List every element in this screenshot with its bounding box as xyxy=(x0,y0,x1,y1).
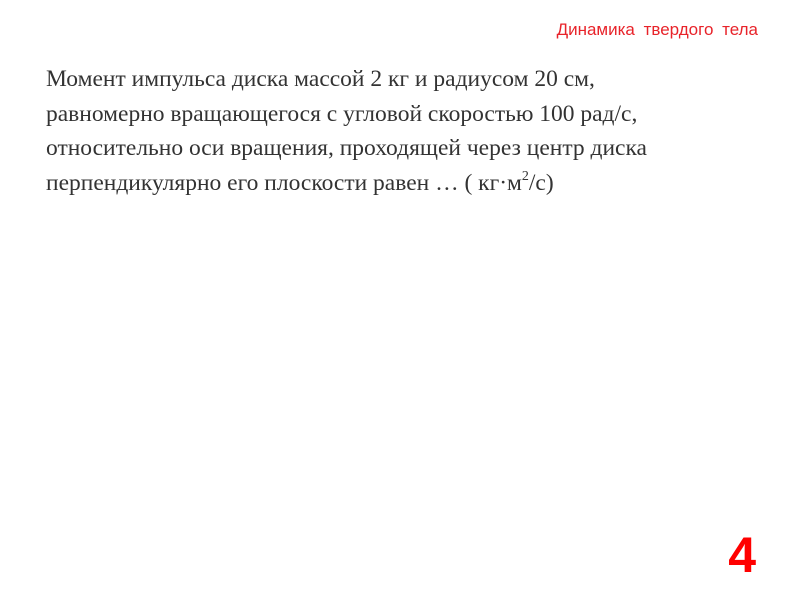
question-line-2: равномерно вращающегося с угловой скоростью 100 рад/с, xyxy=(46,100,638,127)
question-text xyxy=(46,62,766,200)
question-line-4-prefix: перпендикулярно его плоскости равен … ( кг·м xyxy=(46,169,522,196)
question-line-1: Момент импульса диска массой 2 кг и радиусом 20 см, xyxy=(46,66,595,92)
unit-exponent: 2 xyxy=(521,168,529,184)
question-line-3: относительно оси вращения, проходящей через центр диска xyxy=(46,135,647,161)
slide-number: 4 xyxy=(728,527,756,583)
topic-title: Динамика твердого тела xyxy=(556,20,758,39)
question-line-4 xyxy=(46,166,766,201)
question-line-4-suffix: /с) xyxy=(528,169,554,196)
